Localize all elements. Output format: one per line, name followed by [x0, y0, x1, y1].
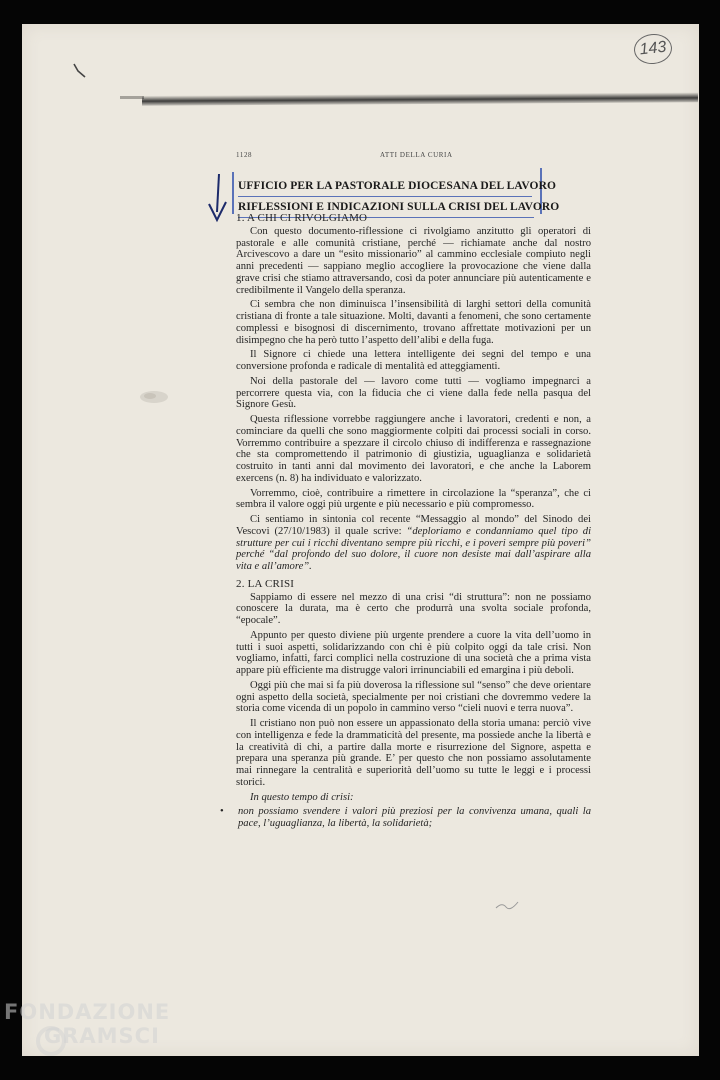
blue-highlight-bracket-left — [232, 172, 234, 214]
body-text — [220, 212, 592, 830]
paragraph: Questa riflessione vorrebbe raggiungere anche i lavoratori, credenti e non, a cominciare da quelli che sono maggiormente colpiti dai processi sociali in corso. Vorremmo contribuire a spezzare il circolo chiuso di indifferenza e rassegnazione che sta compromettendo il patrimonio di giustizia, uguaglianza e solidarietà costruito in tanti anni dal movimento dei lavoratori, e che anche la Laborem exercens (n. 8) ha individuato e valorizzato. — [236, 414, 591, 484]
paragraph: Il Signore ci chiede una lettera intelligente dei segni del tempo e una conversione profonda e radicale di mentalità ed atteggiamenti. — [236, 349, 591, 372]
synod-quote-paragraph — [236, 514, 591, 573]
paragraph: Il cristiano non può non essere un appassionato della storia umana: perciò vive con intelligenza e fede la drammaticità del presente, ma possiede anche la libertà e la creatività di chi, a partire dalla morte e risurrezione del Signore, aspetta e prepara una speranza più grande. E’ per questo che non possiamo assolutamente mai rinnegare la centralità e superiorità dell’uomo su tutte le leggi e i processi storici. — [236, 718, 591, 788]
document-title: RIFLESSIONI E INDICAZIONI SULLA CRISI DEL LAVORO — [238, 197, 534, 218]
bullet-marker: • — [220, 806, 224, 818]
paper-stain — [138, 388, 172, 406]
watermark-logo-icon — [34, 1024, 68, 1058]
crisis-list-intro: In questo tempo di crisi: — [250, 791, 354, 803]
printed-page-number: 1128 — [236, 151, 253, 159]
pen-scribble — [494, 898, 520, 912]
paragraph: Ci sembra che non diminuisca l’insensibilità di larghi settori della comunità cristiana di fronte a tale situazione. Molti, davanti a fenomeni, che sono certamente complessi e bisognosi di discernimento, trovano affrettate motivazioni per un disimpegno che ha però tutto l’aspetto dell’alibi e della fuga. — [236, 299, 591, 346]
paragraph: Sappiamo di essere nel mezzo di una crisi “di struttura”: non ne possiamo conoscere la durata, ma è certo che produrrà una svolta sociale profonda, “epocale”. — [236, 591, 591, 626]
paragraph: Noi della pastorale del — lavoro come tutti — vogliamo impegnarci a percorrere questa via, con la fiducia che ci viene dalla fede nella pasqua del Signore Gesù. — [236, 375, 591, 411]
paragraph: Con questo documento-riflessione ci rivolgiamo anzitutto gli operatori di pastorale e alle comunità cristiane, perché — richiamate anche dal nostro Arcivescovo a dare un “esito missionario” al cammino ecclesiale compiuto negli anni precedenti — sappiano meglio accogliere la provocazione che viene dalla grave crisi che stiamo attraversando, così da poter annunciare più autenticamente e credibilmente il Vangelo della speranza. — [236, 225, 591, 296]
quote-intro: Ci sentiamo in sintonia col recente “Messaggio al mondo” del Sinodo dei Vescovi (27/10/1983) il quale scrive: — [236, 514, 591, 537]
journal-title: ATTI DELLA CURIA — [380, 151, 453, 159]
list-item — [220, 806, 591, 830]
handwritten-arrow-mark — [206, 172, 230, 228]
list-item-text: non possiamo svendere i valori più preziosi per la convivenza umana, quali la pace, l’uguaglianza, la libertà, la solidarietà; — [238, 806, 591, 829]
ink-tick-mark — [72, 62, 88, 80]
archive-watermark — [4, 1000, 170, 1048]
paragraph: Oggi più che mai si fa più doverosa la riflessione sul “senso” che deve orientare ogni aspetto della società, specialmente per noi cristiani che dovremmo vedere la storia come vicenda di un popolo in cammino verso “cieli nuovi e terra nuova”. — [236, 679, 591, 715]
synod-quote: “deploriamo e condanniamo quel tipo di strutture per cui i ricchi diventano sempre più ricchi, e i poveri sempre più poveri” perché “dal profondo del suo dolore, il cuore non desiste mai dall’aspirare alla vita e all’amore”. — [236, 525, 592, 572]
paragraph: Vorremmo, cioè, contribuire a rimettere in circolazione la “speranza”, che ci sembra il valore oggi più urgente e più necessario e più compromesso. — [236, 487, 591, 511]
scan-smudge — [120, 96, 144, 99]
watermark-line-2: GRAMSCI — [44, 1024, 160, 1048]
paragraph: Appunto per questo diviene più urgente prendere a cuore la vita dell’uomo in tutti i suoi aspetti, solidarizzando con chi è più colpito oggi da tale crisi. Non vogliamo, infatti, farci complici nella costruzione di una società che a prima vista appare più efficiente ma distrugge valori irrinunciabili ed emargina i più deboli. — [236, 629, 591, 676]
archive-page-stamp: 143 — [633, 32, 674, 66]
section-title-2: 2. LA CRISI — [236, 577, 295, 590]
section-title-1: 1. A CHI CI RIVOLGIAMO — [236, 212, 368, 224]
watermark-line-1: FONDAZIONE — [4, 1000, 171, 1024]
office-heading: UFFICIO PER LA PASTORALE DIOCESANA DEL LAVORO — [238, 176, 532, 197]
